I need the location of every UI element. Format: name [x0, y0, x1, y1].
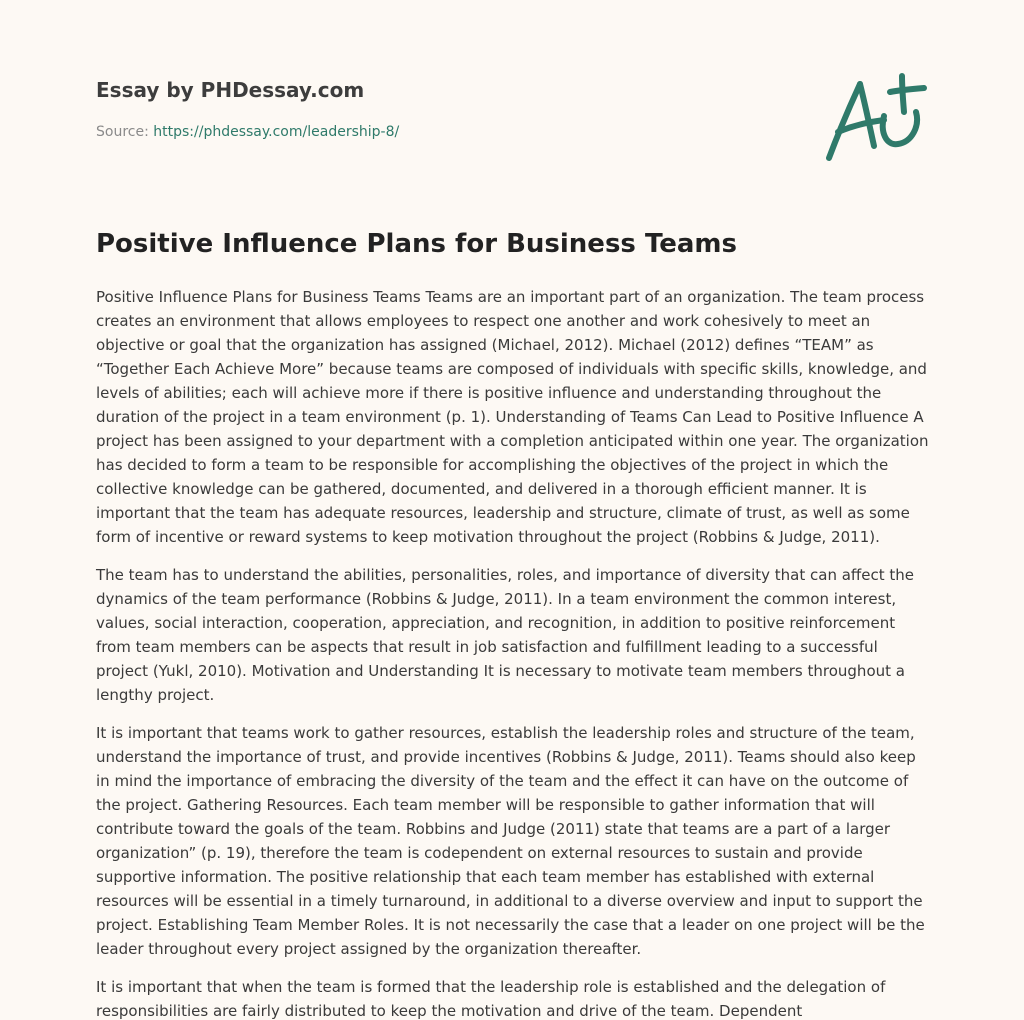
paragraph-1: Positive Influence Plans for Business Teams Teams are an important part of an organization. The team process creates an environment that allows employees to respect one another and work cohesively to meet an objective or goal that the organization has assigned (Michael, 2012). Michael (2012) defines “TEAM” as “Together Each Achieve More” because teams are composed of individuals with specific skills, knowledge, and levels of abilities; each will achieve more if there is positive influence and understanding throughout the duration of the project in a team environment (p. 1). Understanding of Teams Can Lead to Positive Influence A project has been assigned to your department with a completion anticipated within one year. The organization has decided to form a team to be responsible for accomplishing the objectives of the project in which the collective knowledge can be gathered, documented, and delivered in a thorough efficient manner. It is important that the team has adequate resources, leadership and structure, climate of trust, as well as some form of incentive or reward systems to keep motivation throughout the project (Robbins & Judge, 2011). [96, 288, 929, 546]
logo-u-stroke [883, 112, 917, 144]
paragraph-2: The team has to understand the abilities, personalities, roles, and importance of diversity that can affect the dynamics of the team performance (Robbins & Judge, 2011). In a team environment the common interest, values, social interaction, cooperation, appreciation, and recognition, in addition to positive reinforcement from team members can be aspects that result in job satisfaction and fulfillment leading to a successful project (Yukl, 2010). Motivation and Understanding It is necessary to motivate team members throughout a lengthy project. [96, 566, 914, 704]
source-link[interactable]: https://phdessay.com/leadership-8/ [153, 124, 400, 140]
source-label: Source: [96, 124, 154, 140]
logo-a-left-stroke [829, 84, 860, 158]
page-header [96, 76, 696, 142]
site-name: Essay by PHDessay.com [96, 78, 365, 102]
paragraph-3: It is important that teams work to gather resources, establish the leadership roles and structure of the team, understand the importance of trust, and provide incentives (Robbins & Judge, 2011). Teams should also keep in mind the importance of embracing the diversity of the team and the effect it can have on the outcome of the project. Gathering Resources. Each team member will be responsible to gather information that will contribute toward the goals of the team. Robbins and Judge (2011) state that teams are a part of a larger organization” (p. 19), therefore the team is codependent on external resources to sustain and provide supportive information. The positive relationship that each team member has established with external resources will be essential in a timely turnaround, in additional to a diverse overview and input to support the project. Establishing Team Member Roles. It is not necessarily the case that a leader on one project will be the leader throughout every project assigned by the organization thereafter. [96, 724, 925, 958]
a-plus-logo-svg [824, 70, 928, 166]
logo-plus-horizontal [890, 88, 924, 92]
article-body [96, 285, 930, 1020]
article-title: Positive Influence Plans for Business Teams [96, 229, 737, 259]
logo-plus-vertical [902, 76, 904, 112]
paragraph-4: It is important that when the team is formed that the leadership role is established and the delegation of responsibilities are fairly distributed to keep the motivation and drive of the team. Dependent [96, 978, 886, 1020]
source-line [96, 122, 696, 142]
a-plus-grade-logo-icon [824, 70, 928, 166]
logo-a-right-stroke [860, 84, 874, 146]
